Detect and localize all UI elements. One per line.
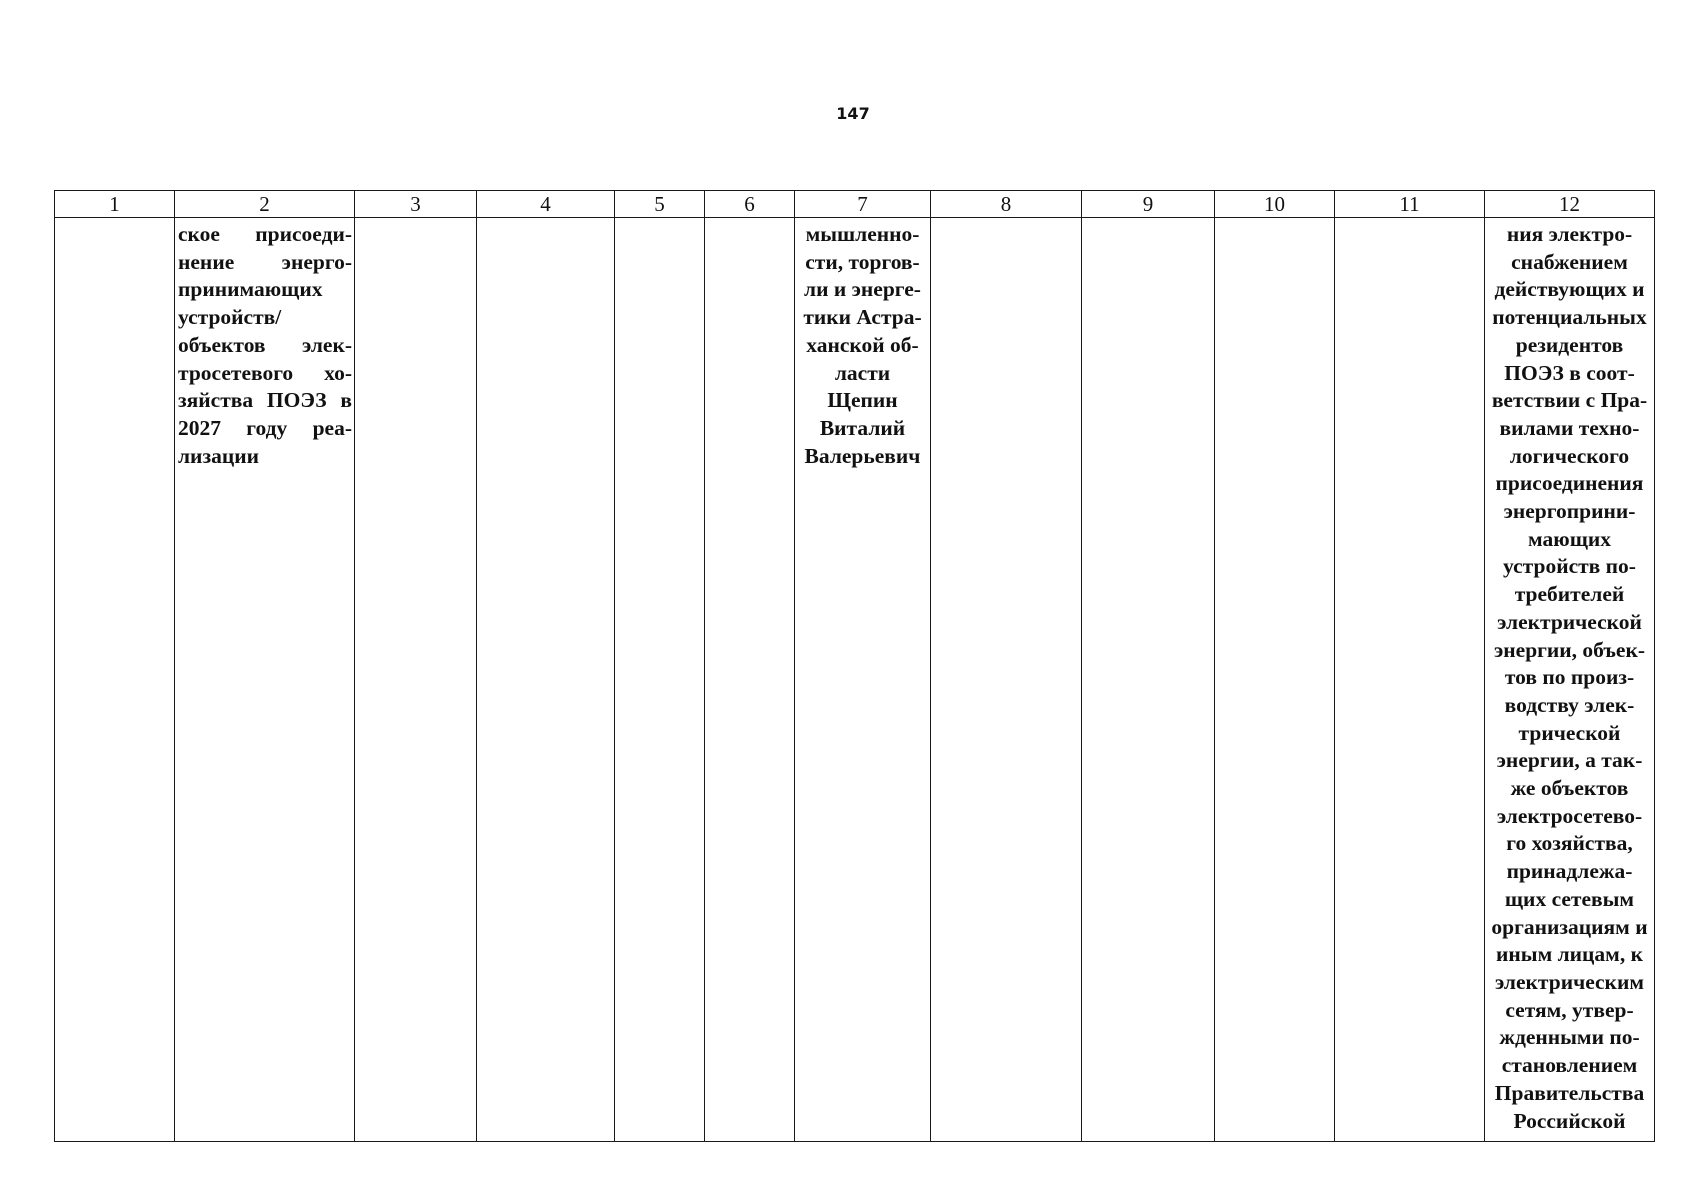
- text-line: организациям и: [1491, 914, 1648, 939]
- text-line: ласти: [834, 360, 891, 385]
- text-line: ское присоеди-: [178, 222, 352, 246]
- text-line: щих сетевым: [1504, 886, 1635, 911]
- text-line: иным лицам, к: [1496, 942, 1643, 967]
- text-line: вилами техно-: [1499, 415, 1640, 440]
- text-line: трической: [1518, 720, 1621, 745]
- text-line: Правительства: [1494, 1080, 1645, 1105]
- text-line: сти, торгов-: [805, 249, 920, 274]
- text-line: ПОЭЗ в соот-: [1504, 360, 1635, 385]
- text-line: Валерьевич: [804, 443, 921, 468]
- responsible-person-text: [795, 218, 930, 470]
- text-line: ли и энерге-: [804, 277, 921, 302]
- continuation-table: [54, 190, 1655, 1142]
- column-number: 8: [931, 191, 1082, 218]
- text-line: становлением: [1501, 1053, 1638, 1078]
- column-number: 10: [1215, 191, 1335, 218]
- table-cell-col11: [1335, 218, 1485, 1142]
- table-cell-col12: [1485, 218, 1655, 1142]
- text-line: водству элек-: [1504, 692, 1635, 717]
- column-number: 9: [1082, 191, 1215, 218]
- text-line: энергоприни-: [1503, 499, 1636, 524]
- text-line: тики Астра-: [803, 305, 922, 330]
- text-line: мающих: [1528, 526, 1611, 551]
- column-number: 2: [175, 191, 355, 218]
- column-number: 4: [477, 191, 615, 218]
- column-number: 11: [1335, 191, 1485, 218]
- text-line: энергии, а так-: [1496, 748, 1643, 773]
- column-number: 5: [615, 191, 705, 218]
- text-line: принимающих: [178, 277, 323, 302]
- text-line: присоединения: [1495, 471, 1644, 496]
- event-description-text: [175, 218, 354, 470]
- table-cell-col2: [175, 218, 355, 1142]
- text-line: энергии, объек-: [1493, 637, 1646, 662]
- text-line: нение энерго-: [178, 249, 352, 274]
- table-cell-col8: [931, 218, 1082, 1142]
- text-line: го хозяйства,: [1506, 831, 1633, 856]
- text-line: электросетево-: [1496, 803, 1643, 828]
- text-line: Российской: [1513, 1108, 1626, 1133]
- table-cell-col9: [1082, 218, 1215, 1142]
- column-number: 7: [795, 191, 931, 218]
- column-number: 12: [1485, 191, 1655, 218]
- text-line: ветствии с Пра-: [1491, 388, 1648, 413]
- text-line: мышленно-: [805, 222, 920, 246]
- column-number: 6: [705, 191, 795, 218]
- column-number: 3: [355, 191, 477, 218]
- text-line: Щепин: [827, 388, 898, 413]
- text-line: электрической: [1497, 609, 1642, 634]
- column-number-row: [55, 191, 1655, 218]
- text-line: ния электро-: [1506, 222, 1633, 246]
- table-cell-col3: [355, 218, 477, 1142]
- table-cell-col7: [795, 218, 931, 1142]
- page-number: 147: [836, 104, 870, 123]
- text-line: тов по произ-: [1504, 665, 1635, 690]
- column-number: 1: [55, 191, 175, 218]
- text-line: объектов элек-: [178, 332, 352, 357]
- text-line: 2027 году реа-: [178, 415, 352, 440]
- text-line: электрическим: [1495, 969, 1644, 994]
- text-line: снабжением: [1511, 249, 1628, 274]
- text-line: жденными по-: [1499, 1025, 1640, 1050]
- table-cell-col10: [1215, 218, 1335, 1142]
- table-cell-col5: [615, 218, 705, 1142]
- text-line: резидентов: [1515, 332, 1624, 357]
- table-row: [55, 218, 1655, 1142]
- table-cell-col1: [55, 218, 175, 1142]
- expected-result-text: [1485, 218, 1654, 1135]
- text-line: Виталий: [819, 415, 906, 440]
- text-line: сетям, утвер-: [1505, 997, 1634, 1022]
- text-line: лизации: [178, 443, 260, 468]
- text-line: же объектов: [1510, 776, 1629, 801]
- table-cell-col6: [705, 218, 795, 1142]
- text-line: ханской об-: [806, 332, 919, 357]
- text-line: действующих и: [1494, 277, 1645, 302]
- table-cell-col4: [477, 218, 615, 1142]
- text-line: требителей: [1514, 582, 1625, 607]
- text-line: устройств по-: [1503, 554, 1636, 579]
- text-line: тросетевого хо-: [178, 360, 352, 385]
- text-line: логического: [1509, 443, 1630, 468]
- text-line: устройств/: [178, 305, 282, 330]
- text-line: потенциальных: [1492, 305, 1647, 330]
- text-line: принадлежа-: [1506, 859, 1633, 884]
- text-line: зяйства ПОЭЗ в: [178, 388, 352, 413]
